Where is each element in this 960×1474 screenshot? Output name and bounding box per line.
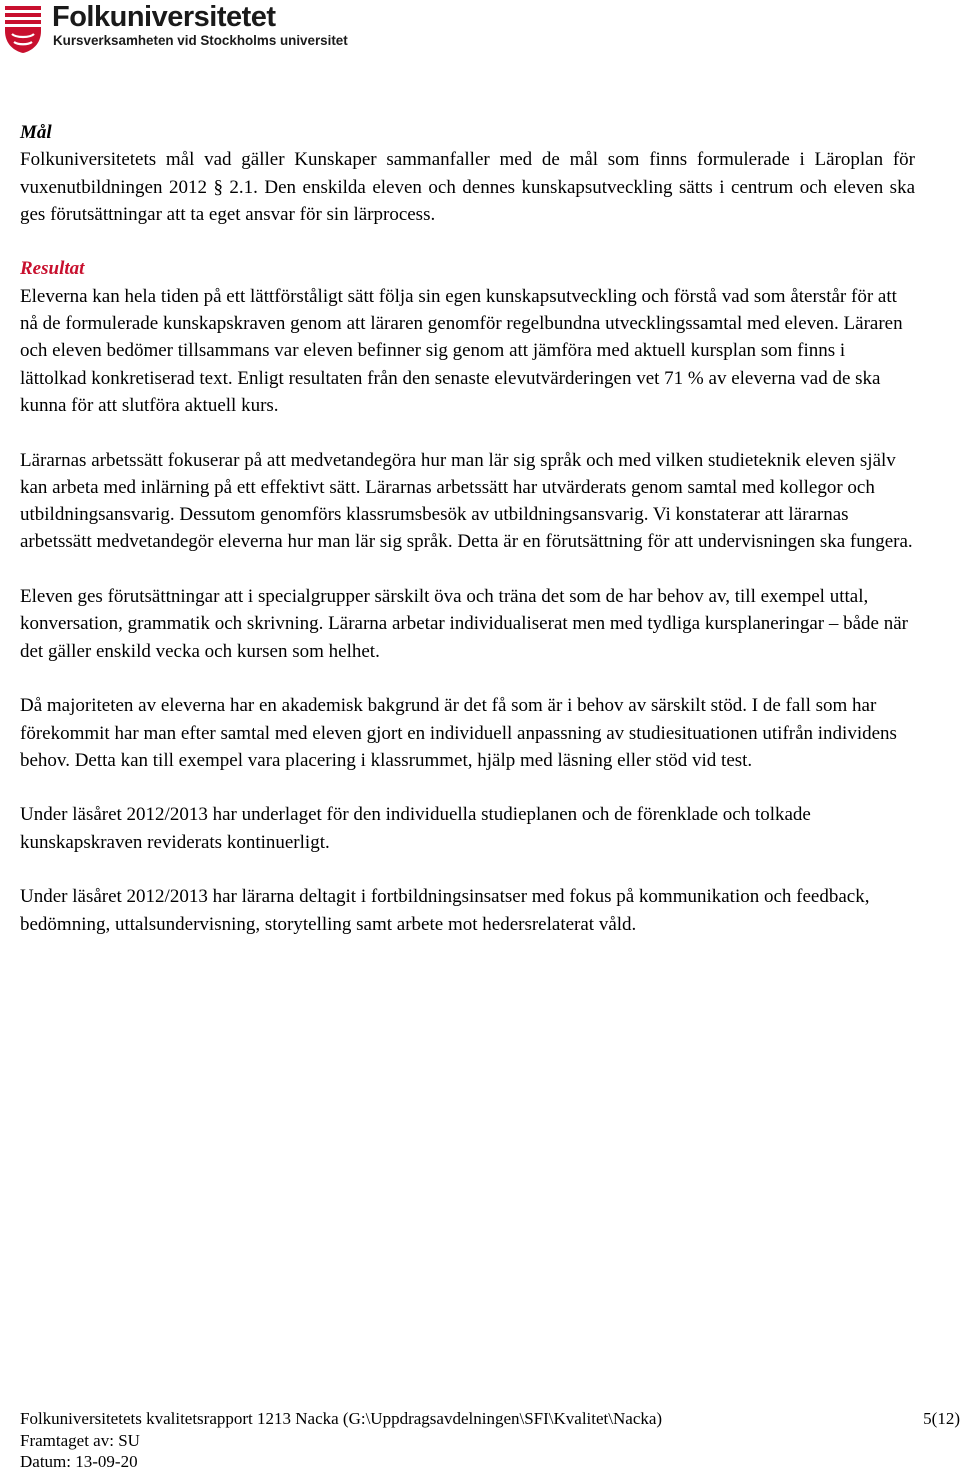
section-text-mal: Folkuniversitetets mål vad gäller Kunskaper sammanfaller med de mål som finns formulerade i Läroplan för vuxenutbildningen 2012 § 2.1. Den enskilda eleven och dennes kunskapsutveckling sätts i centrum och eleven ska ges förutsättningar att ta eget ansvar för sin lärprocess. — [20, 149, 915, 225]
section-title-resultat: Resultat — [20, 258, 85, 280]
logo-wordmark: Folkuniversitetet — [52, 1, 276, 33]
page-number: 5(12) — [923, 1409, 960, 1428]
section-title-mal: Mål — [20, 122, 52, 143]
paragraph: Lärarnas arbetssätt fokuserar på att medvetandegöra hur man lär sig språk och med vilken studieteknik eleven själv kan arbeta med inlärning på ett effektivt sätt. Lärarnas arbetssätt har utvärderats genom samtal med kollegor och utbildningsansvarig. Dessutom genomförs klassrumsbesök av utbildningsansvarig. Vi konstaterar att lärarnas arbetssätt medvetandegör eleverna hur man lär sig språk. Detta är en förutsättning för att undervisningen ska fungera. — [20, 449, 913, 553]
document-body — [20, 119, 915, 938]
footer-date: Datum: 13-09-20 — [20, 1452, 138, 1471]
section-text-resultat: Eleverna kan hela tiden på ett lättförståligt sätt följa sin egen kunskapsutveckling och förstå vad som återstår för att nå de formulerade kunskapskraven genom att läraren genomför regelbundna utvecklingssamtal med eleven. Läraren och eleven bedömer tillsammans var eleven befinner sig genom att jämföra med aktuell kursplan som finns i lättolkad konkretiserad text. Enligt resultaten från den senaste elevutvärderingen vet 71 % av eleverna vad de ska kunna för att slutföra aktuell kurs. — [20, 285, 903, 416]
paragraph: Eleven ges förutsättningar att i specialgrupper särskilt öva och träna det som de har behov av, till exempel uttal, konversation, grammatik och skrivning. Lärarna arbetar individualiserat men med tydliga kursplaneringar – både när det gäller enskild vecka och kursen som helhet. — [20, 586, 908, 662]
page-footer — [20, 1408, 960, 1473]
paragraph: Under läsåret 2012/2013 har underlaget för den individuella studieplanen och de förenklade och tolkade kunskapskraven reviderats kontinuerligt. — [20, 804, 811, 853]
folkuniversitetet-logo-icon — [2, 2, 44, 54]
footer-author: Framtaget av: SU — [20, 1430, 140, 1450]
logo-subtitle: Kursverksamheten vid Stockholms universitet — [53, 33, 348, 48]
paragraph: Under läsåret 2012/2013 har lärarna deltagit i fortbildningsinsatser med fokus på kommunikation och feedback, bedömning, uttalsundervisning, storytelling samt arbete mot hedersrelaterat våld. — [20, 886, 870, 935]
paragraph: Då majoriteten av eleverna har en akademisk bakgrund är det få som är i behov av särskilt stöd. I de fall som har förekommit har man efter samtal med eleven gjort en individuell anpassning av studiesituationen utifrån individens behov. Detta kan till exempel vara placering i klassrummet, hjälp med läsning eller stöd vid test. — [20, 695, 897, 771]
page-header — [0, 0, 400, 58]
footer-report-path: Folkuniversitetets kvalitetsrapport 1213 Nacka (G:\Uppdragsavdelningen\SFI\Kvalitet\Nacka) — [20, 1409, 663, 1428]
